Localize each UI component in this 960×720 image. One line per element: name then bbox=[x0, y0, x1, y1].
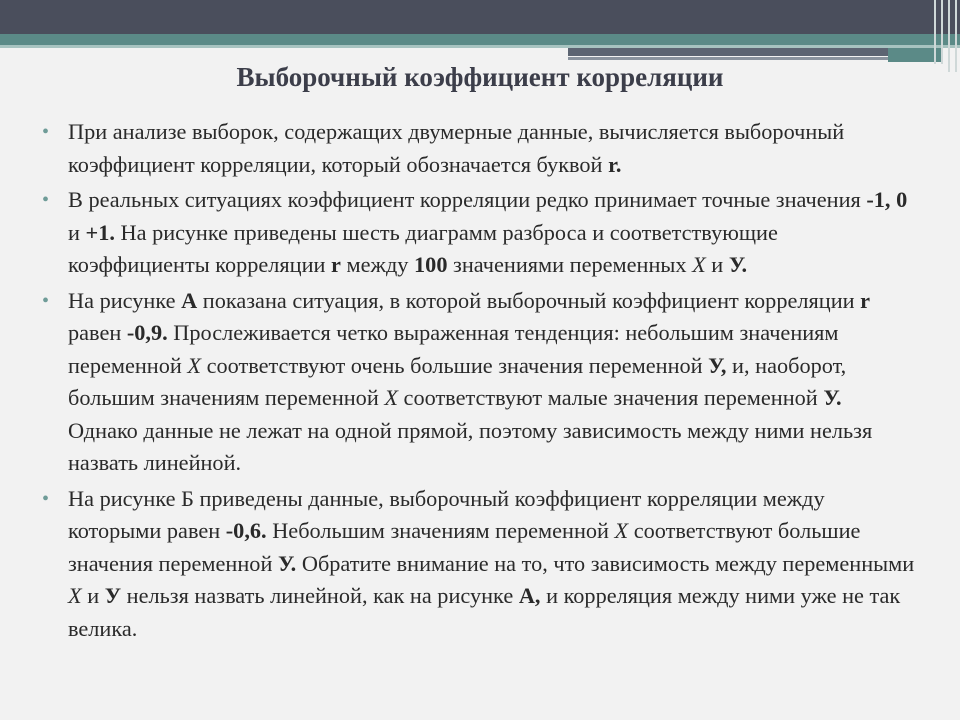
text: На рисунке приведены шесть диаграмм разброса и соответствующие коэффициенты корреляции bbox=[68, 219, 778, 277]
text-bold: А, bbox=[518, 583, 541, 608]
header-tab-bar bbox=[568, 48, 888, 56]
decor-line bbox=[934, 0, 936, 64]
text: На рисунке Б приведены данные, выборочный коэффициент корреляции между которыми равен bbox=[68, 485, 825, 543]
text: и, наоборот, большим значениям переменной bbox=[68, 352, 847, 410]
text: равен bbox=[68, 320, 127, 345]
text-italic: X bbox=[614, 518, 629, 543]
text-italic: X bbox=[68, 583, 82, 608]
text: соответствуют очень большие значения переменной bbox=[201, 352, 709, 378]
text: Прослеживается четко выраженная тенденция: небольшим значениям переменной bbox=[68, 320, 839, 378]
bullet-item bbox=[42, 184, 917, 282]
text-bold: -0,9. bbox=[126, 320, 168, 345]
text-bold: +1. bbox=[85, 219, 115, 245]
text: нельзя назвать линейной, как на рисунке bbox=[121, 583, 519, 608]
text-italic: X bbox=[384, 385, 398, 410]
bullet-item bbox=[42, 285, 917, 480]
text-italic: X bbox=[187, 352, 202, 378]
text-bold: А bbox=[181, 287, 198, 313]
text: Однако данные не лежат на одной прямой, поэтому зависимость между ними нельзя назвать линейной. bbox=[68, 417, 873, 475]
decor-line bbox=[941, 0, 943, 64]
header-tab-underline bbox=[568, 57, 938, 60]
header-band-dark bbox=[0, 0, 960, 34]
text-bold: У bbox=[104, 583, 122, 608]
text-bold: r bbox=[860, 287, 871, 313]
text-bold: У. bbox=[277, 550, 297, 576]
bullet-icon: • bbox=[42, 189, 50, 211]
text: соответствуют большие значения переменной bbox=[68, 518, 861, 576]
text-bold: -0,6. bbox=[225, 518, 267, 543]
text-bold: -1, 0 bbox=[866, 187, 908, 212]
text-bold: 100 bbox=[414, 252, 448, 277]
text: и корреляция между ними уже не так велика. bbox=[68, 583, 901, 641]
text-bold: r. bbox=[608, 151, 622, 177]
header-band-teal bbox=[0, 34, 960, 45]
bullet-list bbox=[42, 116, 917, 648]
bullet-icon: • bbox=[42, 487, 50, 510]
bullet-icon: • bbox=[42, 121, 50, 143]
text: показана ситуация, в которой выборочный коэффициент корреляции bbox=[197, 287, 861, 313]
text-italic: X bbox=[692, 252, 706, 277]
text: и bbox=[81, 583, 105, 608]
text: и bbox=[705, 252, 729, 277]
text: Небольшим значениям переменной bbox=[266, 518, 615, 543]
text: Обратите внимание на то, что зависимость между переменными bbox=[296, 550, 915, 576]
text: В реальных ситуациях коэффициент корреляции редко принимает точные значения bbox=[68, 187, 867, 212]
slide-title: Выборочный коэффициент корреляции bbox=[236, 62, 724, 92]
text-bold: У. bbox=[728, 252, 748, 277]
text: и bbox=[68, 219, 86, 245]
text-bold: У, bbox=[708, 352, 727, 378]
text: На рисунке bbox=[68, 287, 182, 313]
text: значениями переменных bbox=[447, 252, 693, 277]
text: между bbox=[340, 252, 415, 277]
text: соответствуют малые значения переменной bbox=[397, 385, 824, 410]
text: При анализе выборок, содержащих двумерные данные, вычисляется выборочный коэффициент корреляции, который обозначается буквой bbox=[68, 119, 845, 177]
text-bold: У. bbox=[823, 385, 842, 410]
bullet-icon: • bbox=[42, 289, 50, 312]
bullet-item bbox=[42, 483, 917, 646]
bullet-item bbox=[42, 116, 917, 181]
text-bold: r bbox=[331, 252, 341, 277]
